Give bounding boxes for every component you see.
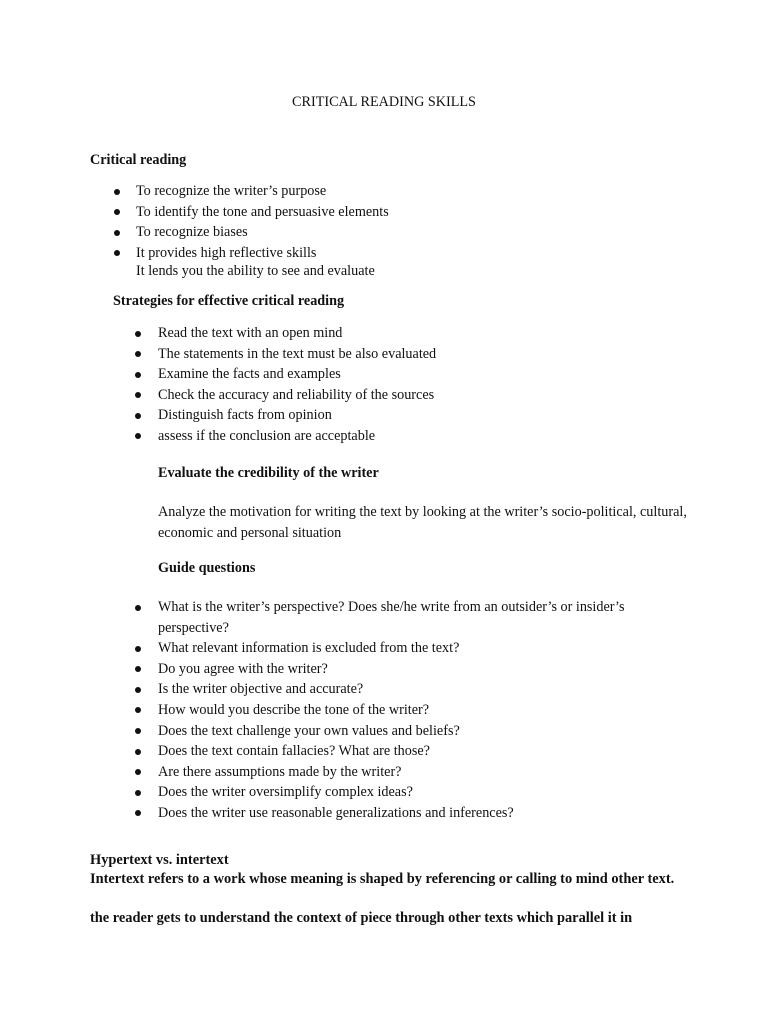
bullet-icon (135, 810, 141, 816)
list-item-text: Does the text challenge your own values and beliefs? (158, 722, 460, 739)
list-item (158, 762, 678, 783)
bullet-icon (135, 769, 141, 775)
list-item (136, 222, 389, 243)
list-item (158, 597, 678, 638)
bullet-icon (135, 331, 141, 337)
bullet-icon (114, 230, 120, 236)
list-item (136, 181, 389, 202)
bullet-icon (135, 687, 141, 693)
bullet-icon (135, 372, 141, 378)
strategies-list (158, 323, 436, 447)
list-item-text: Are there assumptions made by the writer? (158, 763, 402, 780)
list-item (158, 782, 678, 803)
bullet-icon (114, 250, 120, 256)
guide-questions-list (158, 597, 678, 824)
list-item-text: Read the text with an open mind (158, 325, 343, 341)
list-item (158, 364, 436, 385)
bullet-icon (135, 433, 141, 439)
strategies-heading: Strategies for effective critical reading (113, 293, 345, 309)
list-item (158, 700, 678, 721)
bullet-icon (135, 666, 141, 672)
list-item (158, 659, 678, 680)
list-item (158, 741, 678, 762)
bullet-icon (135, 413, 141, 419)
list-item-text: Check the accuracy and reliability of the sources (158, 386, 435, 403)
list-item-text: Does the writer oversimplify complex ideas? (158, 784, 413, 801)
list-item (158, 426, 436, 447)
list-item (158, 638, 678, 659)
bullet-icon (135, 646, 141, 652)
list-item (158, 721, 678, 742)
list-item-text: Does the text contain fallacies? What are those? (158, 743, 430, 760)
hypertext-heading: Hypertext vs. intertext (90, 852, 229, 868)
list-item-text: To recognize the writer’s purpose (136, 183, 327, 199)
critical-reading-list (136, 181, 389, 263)
list-item-text: Does the writer use reasonable generalizations and inferences? (158, 804, 514, 821)
list-item (158, 323, 436, 344)
list-item-text: What is the writer’s perspective? Does she/he write from an outsider’s or insider’s perspective? (158, 599, 625, 636)
bullet-icon (135, 392, 141, 398)
list-item (136, 202, 389, 223)
bullet-icon (135, 749, 141, 755)
bullet-icon (114, 209, 120, 215)
bullet-icon (135, 351, 141, 357)
list-item-text: Distinguish facts from opinion (158, 407, 332, 424)
guide-questions-heading: Guide questions (158, 560, 256, 576)
critical-reading-continuation: It lends you the ability to see and evaluate (136, 263, 375, 279)
list-item (136, 243, 389, 264)
list-item-text: How would you describe the tone of the writer? (158, 701, 430, 718)
intertext-definition: Intertext refers to a work whose meaning is shaped by referencing or calling to mind other text. (90, 871, 675, 887)
bullet-icon (135, 728, 141, 734)
list-item-text: assess if the conclusion are acceptable (158, 427, 376, 444)
bullet-icon (135, 790, 141, 796)
list-item (158, 803, 678, 824)
list-item-text: Do you agree with the writer? (158, 660, 328, 677)
list-item-text: The statements in the text must be also evaluated (158, 345, 437, 362)
page-title: CRITICAL READING SKILLS (292, 94, 476, 110)
bullet-icon (135, 707, 141, 713)
credibility-paragraph: Analyze the motivation for writing the text by looking at the writer’s socio-political, cultural, economic and personal situation (158, 504, 687, 541)
bullet-icon (114, 189, 120, 195)
list-item-text: Examine the facts and examples (158, 366, 341, 383)
list-item-text: What relevant information is excluded from the text? (158, 640, 460, 657)
credibility-heading: Evaluate the credibility of the writer (158, 465, 379, 481)
list-item (158, 385, 436, 406)
list-item-text: Is the writer objective and accurate? (158, 681, 364, 698)
bullet-icon (135, 605, 141, 611)
list-item (158, 344, 436, 365)
list-item-text: It provides high reflective skills (136, 244, 317, 261)
list-item-text: To recognize biases (136, 224, 248, 241)
list-item (158, 679, 678, 700)
list-item (158, 405, 436, 426)
critical-reading-heading: Critical reading (90, 152, 187, 168)
reader-line: the reader gets to understand the context of piece through other texts which parallel it in (90, 910, 633, 926)
list-item-text: To identify the tone and persuasive elements (136, 203, 389, 220)
